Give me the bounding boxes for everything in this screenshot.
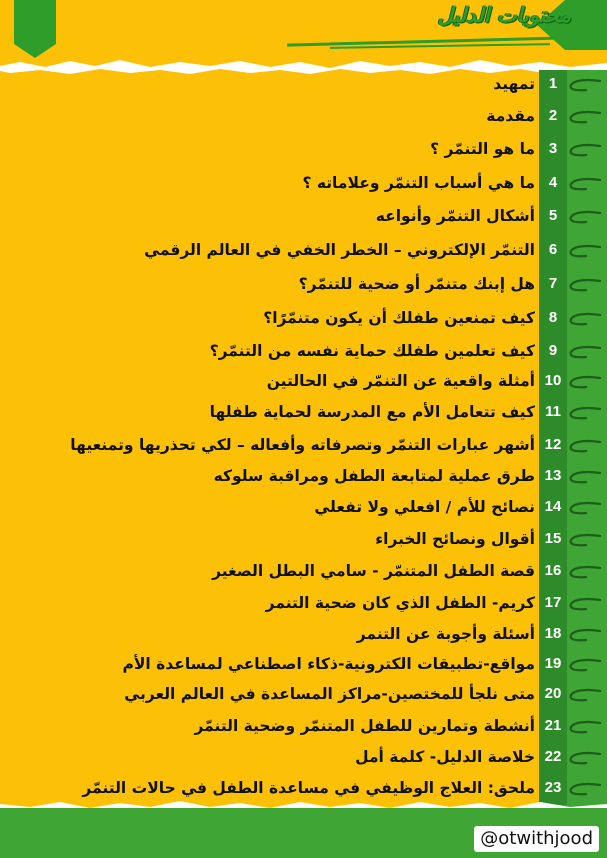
toc-number: 6 [548, 241, 558, 258]
toc-item [0, 133, 607, 165]
toc-item [0, 396, 607, 428]
toc-title: أشهر عبارات التنمّر وتصرفاته وأفعاله – لكي تحذريها وتمنعيها [70, 436, 535, 454]
toc-title: قصة الطفل المتنمّر - سامي البطل الصغير [212, 562, 535, 580]
toc-number: 10 [544, 372, 562, 389]
toc-number: 19 [544, 655, 562, 672]
toc-title: كيف تمنعين طفلك أن يكون متنمّرًا؟ [263, 309, 535, 327]
toc-item [0, 587, 607, 619]
toc-title: متى نلجأ للمختصين-مراكز المساعدة في العالم العربي [124, 685, 535, 703]
toc-number: 13 [544, 467, 562, 484]
toc-number: 3 [548, 140, 558, 157]
toc-title: ملحق: العلاج الوظيفي في مساعدة الطفل في حالات التنمّر [82, 779, 535, 797]
toc-number: 12 [544, 436, 562, 453]
title-wrap [366, 3, 571, 29]
toc-title: كريم- الطفل الذي كان ضحية التنمر [265, 594, 535, 612]
toc-number: 2 [548, 107, 558, 124]
toc-number: 8 [548, 309, 558, 326]
toc-number: 5 [548, 207, 558, 224]
toc-item [0, 678, 607, 710]
toc-title: مواقع-تطبيقات الكترونية-ذكاء اصطناعي لمساعدة الأم [122, 655, 535, 673]
toc-number: 15 [544, 530, 562, 547]
toc-number: 14 [544, 498, 562, 515]
spiral-ring-icon [566, 751, 602, 765]
toc-item [0, 741, 607, 773]
spiral-ring-icon [566, 210, 602, 224]
toc-number: 4 [548, 174, 558, 191]
toc-item [0, 710, 607, 742]
toc-item [0, 618, 607, 650]
toc-item [0, 555, 607, 587]
spiral-ring-icon [566, 177, 602, 191]
green-ribbon-icon [14, 0, 56, 58]
page-title: محتويات الدليل [437, 3, 571, 27]
toc-title: أقوال ونصائح الخبراء [375, 530, 535, 548]
spiral-ring-icon [566, 533, 602, 547]
toc-title: خلاصة الدليل- كلمة أمل [355, 748, 535, 766]
spiral-ring-icon [566, 110, 602, 124]
spiral-ring-icon [566, 143, 602, 157]
spiral-ring-icon [566, 345, 602, 359]
toc-item [0, 365, 607, 397]
toc-number: 18 [544, 625, 562, 642]
toc-number: 11 [545, 403, 561, 420]
spiral-ring-icon [566, 439, 602, 453]
spiral-ring-icon [566, 501, 602, 515]
spiral-ring-icon [566, 312, 602, 326]
toc-number: 17 [544, 594, 562, 611]
spiral-ring-icon [566, 782, 602, 796]
spiral-ring-icon [566, 278, 602, 292]
social-handle: @otwithjood [474, 826, 599, 852]
toc-number: 21 [544, 717, 562, 734]
spiral-ring-icon [566, 688, 602, 702]
spiral-ring-icon [566, 720, 602, 734]
toc-title: التنمّر الإلكتروني – الخطر الخفي في العالم الرقمي [144, 241, 535, 259]
toc-item [0, 167, 607, 199]
toc-title: كيف تتعامل الأم مع المدرسة لحماية طفلها [209, 403, 535, 421]
spiral-ring-icon [566, 658, 602, 672]
toc-number: 1 [548, 75, 558, 92]
toc-number: 20 [544, 685, 562, 702]
toc-item [0, 302, 607, 334]
toc-number: 22 [544, 748, 562, 765]
toc-item [0, 335, 607, 367]
toc-number: 7 [548, 275, 558, 292]
toc-title: أشكال التنمّر وأنواعه [375, 207, 535, 225]
toc-title: ما هي أسباب التنمّر وعلاماته ؟ [302, 174, 535, 192]
toc-title: طرق عملية لمتابعة الطفل ومراقبة سلوكه [213, 467, 535, 485]
toc-item [0, 100, 607, 132]
toc-title: تمهيد [493, 75, 535, 93]
toc-item [0, 68, 607, 100]
spiral-ring-icon [566, 244, 602, 258]
toc-item [0, 429, 607, 461]
toc-title: مقدمة [486, 107, 535, 125]
toc-title: أنشطة وتمارين للطفل المتنمّر وضحية التنمّر [194, 717, 535, 735]
spiral-ring-icon [566, 597, 602, 611]
toc-item [0, 200, 607, 232]
toc-title: ما هو التنمّر ؟ [430, 140, 535, 158]
toc-title: أسئلة وأجوبة عن التنمر [356, 625, 535, 643]
toc-number: 9 [548, 342, 558, 359]
toc-item [0, 460, 607, 492]
toc-item [0, 648, 607, 680]
spiral-ring-icon [566, 470, 602, 484]
toc-number: 23 [544, 779, 562, 796]
toc-number: 16 [544, 562, 562, 579]
spiral-ring-icon [566, 406, 602, 420]
toc-title: أمثلة واقعية عن التنمّر في الحالتين [266, 372, 535, 390]
toc-title: نصائح للأم / افعلي ولا تفعلي [314, 498, 535, 516]
toc-title: كيف تعلمين طفلك حماية نفسه من التنمّر؟ [209, 342, 535, 360]
spiral-ring-icon [566, 78, 602, 92]
toc-item [0, 523, 607, 555]
spiral-ring-icon [566, 628, 602, 642]
spiral-ring-icon [566, 565, 602, 579]
toc-item [0, 491, 607, 523]
toc-item [0, 234, 607, 266]
spiral-ring-icon [566, 375, 602, 389]
toc-title: هل إبنك متنمّر أو ضحية للتنمّر؟ [298, 275, 535, 293]
toc-item [0, 268, 607, 300]
